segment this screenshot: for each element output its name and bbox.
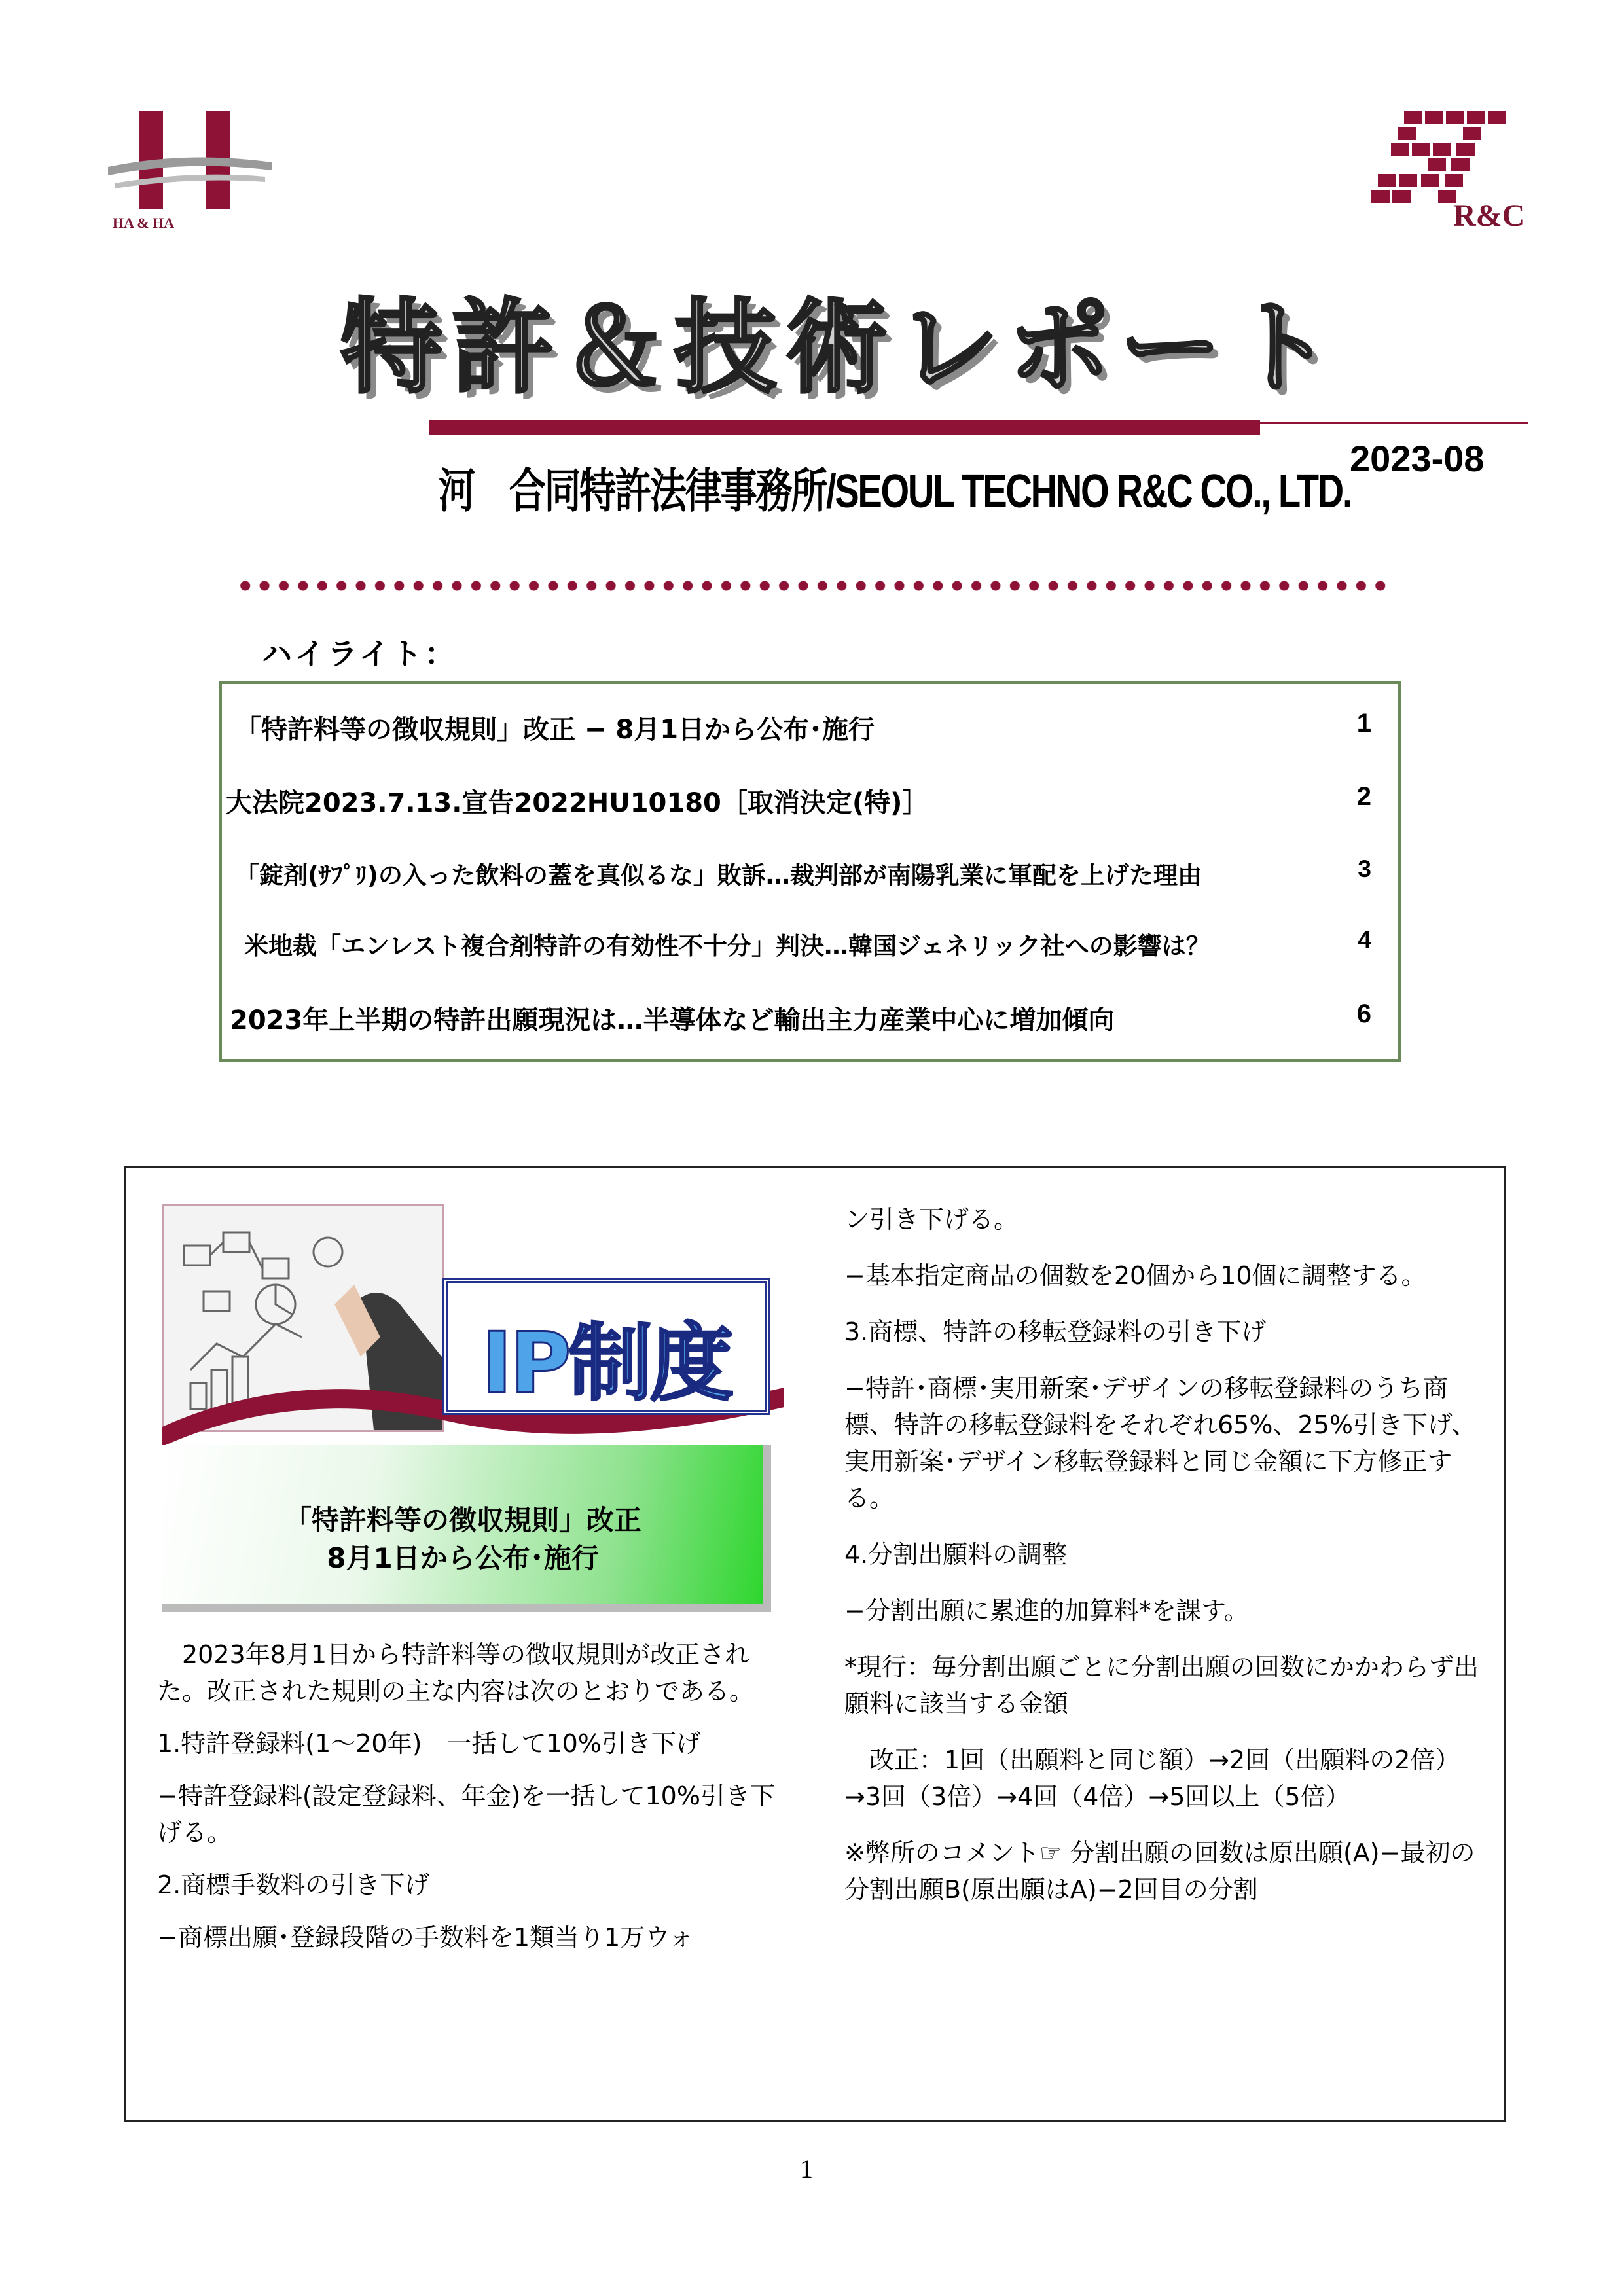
- highlight-page: 3: [1358, 855, 1371, 882]
- highlight-page: 1: [1356, 709, 1371, 738]
- report-date: 2023-08: [1350, 438, 1485, 479]
- highlight-page: 4: [1358, 926, 1371, 953]
- article-paragraph: 1.特許登録料(1～20年) 一括して10%引き下げ: [157, 1729, 701, 1758]
- highlight-title: 米地裁「エンレスト複合剤特許の有効性不十分」判決…韓国ジェネリック社への影響は？: [244, 932, 1210, 960]
- title-rule-thin: [1260, 422, 1528, 424]
- highlight-item[interactable]: [244, 926, 1371, 965]
- article-paragraph: *現行：毎分割出願ごとに分割出願の回数にかかわらず出願料に該当する金額: [844, 1653, 1479, 1718]
- article-paragraph: ン引き下げる。: [844, 1205, 1019, 1234]
- report-title: 特許＆技術レポート: [340, 288, 1342, 407]
- article-paragraph: 2023年8月1日から特許料等の徴収規則が改正された。改正された規則の主な内容は次のとおりである。: [157, 1640, 755, 1706]
- article-headline-line2: 8月1日から公布･施行: [327, 1542, 599, 1574]
- rc-logo-text: R&C: [1453, 198, 1525, 233]
- highlight-item[interactable]: [226, 782, 1371, 821]
- firm-name: 河 合同特許法律事務所/SEOUL TECHNO R&C CO., LTD.: [439, 465, 1352, 518]
- article-headline-line1: 「特許料等の徴収規則」改正: [283, 1504, 641, 1536]
- highlight-item[interactable]: [235, 855, 1371, 895]
- highlight-page: 2: [1356, 782, 1371, 811]
- article-paragraph: −商標出願･登録段階の手数料を1類当り1万ウォ: [157, 1923, 694, 1952]
- article-paragraph: ※弊所のコメント☞ 分割出願の回数は原出願(A)−最初の分割出願B(原出願はA)−2回目の分割: [844, 1839, 1475, 1904]
- dotted-divider: [236, 579, 1389, 592]
- highlight-item[interactable]: [235, 709, 1371, 748]
- highlight-title: 「錠剤(ｻﾌﾟﾘ)の入った飲料の蓋を真似るな」敗訴…裁判部が南陽乳業に軍配を上げた理由: [235, 861, 1202, 889]
- highlight-page: 6: [1356, 999, 1371, 1028]
- highlight-title: 「特許料等の徴収規則」改正 − 8月1日から公布･施行: [235, 715, 875, 745]
- article-paragraph: −特許登録料(設定登録料、年金)を一括して10%引き下げる。: [157, 1782, 775, 1847]
- article-paragraph: 3.商標、特許の移転登録料の引き下げ: [844, 1318, 1267, 1346]
- title-rule: [429, 420, 1260, 435]
- article-paragraph: 改正：1回（出願料と同じ額）→2回（出願料の2倍）→3回（3倍）→4回（4倍）→5回以上（5倍）: [844, 1746, 1460, 1811]
- highlight-title: 大法院2023.7.13.宣告2022HU10180［取消決定(特)］: [226, 788, 929, 818]
- highlight-title: 2023年上半期の特許出願現況は…半導体など輸出主力産業中心に増加傾向: [230, 1005, 1115, 1035]
- article-left-column: [157, 1636, 785, 1956]
- article-paragraph: −基本指定商品の個数を20個から10個に調整する。: [844, 1261, 1426, 1290]
- article-paragraph: 2.商標手数料の引き下げ: [157, 1871, 430, 1899]
- article-right-column: [844, 1201, 1483, 1908]
- highlights-box: [219, 681, 1401, 1062]
- highlights-label: ハイライト：: [262, 636, 458, 672]
- article-paragraph: −特許･商標･実用新案･デザインの移転登録料のうち商標、特許の移転登録料をそれぞれ65%、25%引き下げ、実用新案･デザイン移転登録料と同じ金額に下方修正する。: [844, 1374, 1477, 1513]
- highlight-item[interactable]: [230, 999, 1371, 1039]
- page-number: 1: [800, 2154, 813, 2183]
- article-paragraph: −分割出願に累進的加算料*を課す。: [844, 1596, 1249, 1625]
- ip-category-label: IP制度: [481, 1315, 731, 1412]
- article-paragraph: 4.分割出願料の調整: [844, 1540, 1068, 1569]
- haha-logo-text: HA & HA: [113, 215, 175, 231]
